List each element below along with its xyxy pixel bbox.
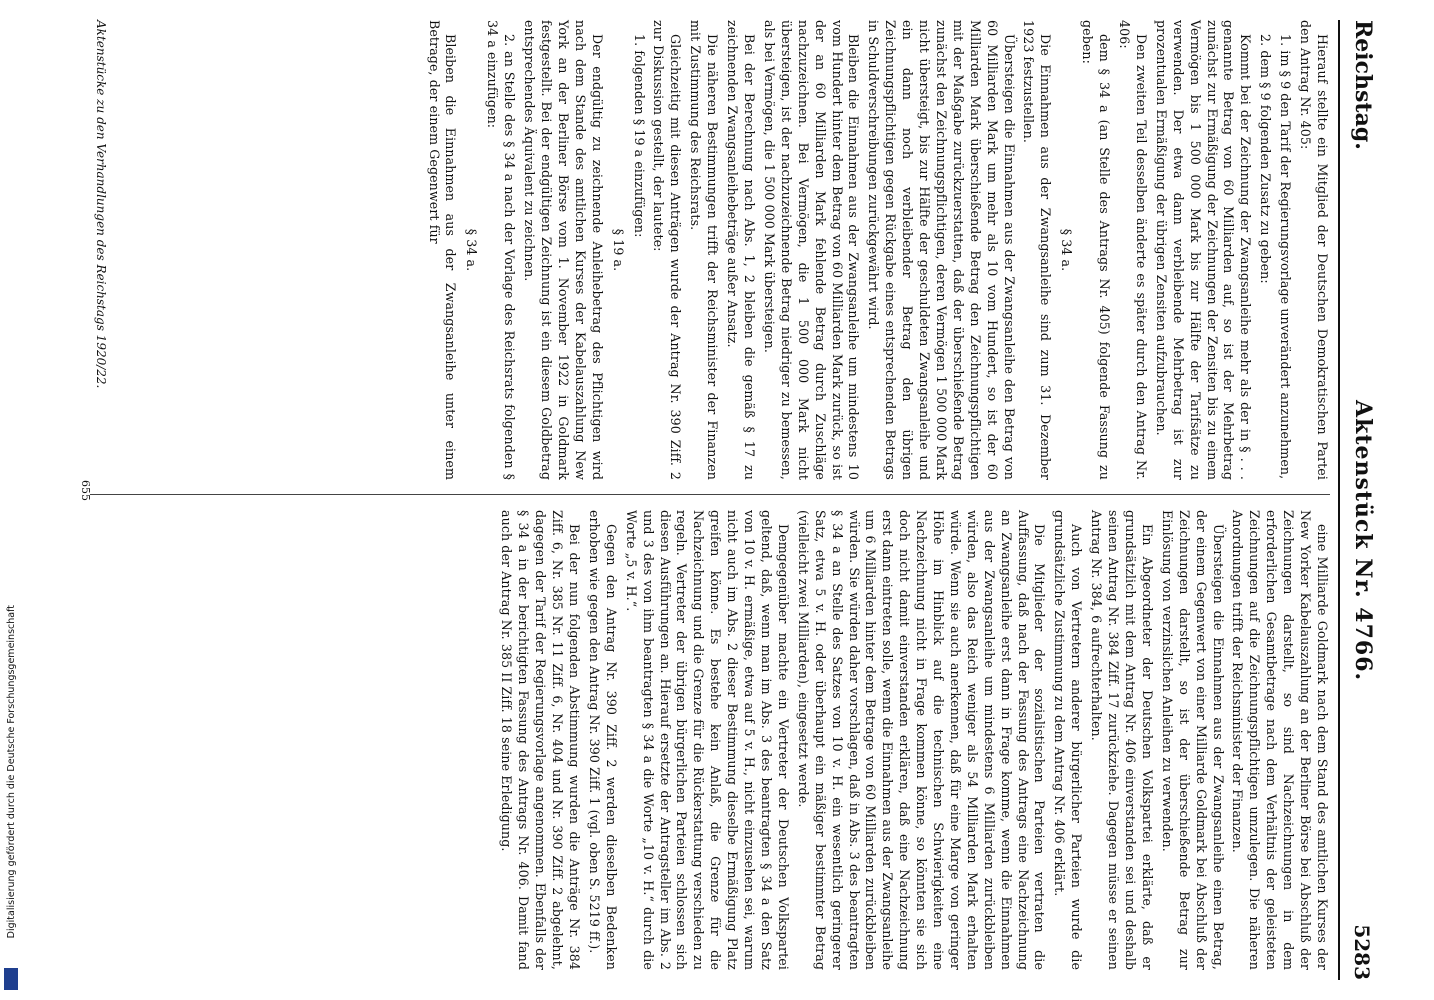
column-divider (90, 494, 1330, 495)
header-title: Aktenstück Nr. 4766. (1350, 400, 1376, 682)
paragraph: Bei der nun folgenden Abstimmung wurden die Anträge Nr. 384 Ziff. 6, Nr. 385 Nr. 11 Ziff. 6, Nr. 404 und Nr. 390 Ziff. 2 abgelehnt, dagegen der Tarif der Regierungsvorlage angenommen. Ebenfalls der § 34 a in der berichtigten Fassung des Antrags Nr. 406. Damit fand auch der Antrag Nr. 385 II Ziff. 18 seine Erledigung. (499, 510, 583, 970)
rotated-page-content (80, 20, 1380, 980)
header-page-number: 5283 (1350, 924, 1374, 980)
paragraph: Die Mitglieder der sozialistischen Parteien vertraten die Auffassung, daß nach der Fassung des Antrags eine Nachzeichnung an Zwangsanleihe erst dann in Frage komme, wenn die Einnahmen aus der Zwangsanleihe um mindestens 6 Milliarden zurückbleiben würden, also das Reich weniger als 54 Milliarden Mark erhalten würde. Wenn sie auch anerkennen, daß für eine Marge von geringer Höhe im Hinblick auf die technischen Schwierigkeiten eine Nachzeichnung nicht in Frage kommen könne, so könnten sie sich doch nicht damit einverstanden erklären, daß eine Nachzeichnung erst dann eintreten solle, wenn die Einnahmen aus der Zwangsanleihe um 6 Milliarden hinter dem Betrage von 60 Milliarden zurückbleiben würden. Sie würden daher vorschlagen, daß in Abs. 3 des beantragten § 34 a an Stelle des Satzes von 10 v. H. ein wesentlich geringerer Satz, etwa 5 v. H. oder überhaupt ein mäßiger bestimmter Betrag (vielleicht zwei Milliarden), eingesetzt werde. (795, 510, 1048, 970)
page-header (1338, 20, 1380, 980)
section-heading: § 34 a. (464, 228, 480, 272)
dfg-credit-text: Digitalisierung gefördert durch die Deutsche Forschungsgemeinschaft (6, 605, 17, 939)
paragraph: eine Milliarde Goldmark nach dem Stand des amtlichen Kurses der New Yorker Kabelauszahlung an der Berliner Börse bei Abschluß der Zeichnungen darstellt, so sind Nachzeichnungen in dem erforderlichen Gesamtbetrage nach dem Verhältnis der geleisteten Zeichnungen auf die Zeichnungspflichtigen umzulegen. Die näheren Anordnungen trifft der Reichsminister der Finanzen. (1230, 510, 1330, 970)
paragraph: Demgegenüber machte ein Vertreter der Deutschen Volkspartei geltend, daß, wenn man im Abs. 3 des beantragten § 34 a den Satz von 10 v. H. ermäßige, etwa auf 5 v. H., nicht einzusehen sei, warum nicht auch im Abs. 2 dieser Bestimmung dieselbe Ermäßigung Platz greifen könne. Es bestehe kein Anlaß, die Grenze für die Nachzeichnung und die Grenze für die Rückerstattung verschieden zu regeln. Vertreter der übrigen bürgerlichen Parteien schlossen sich diesen Ausführungen an. Hierauf ersetzte der Antragsteller im Abs. 2 und 3 des von ihm beantragten § 34 a die Worte „10 v. H.“ durch die Worte „5 v. H.“. (623, 510, 791, 970)
section-heading: § 34 a. (1059, 228, 1075, 272)
right-column (495, 510, 1331, 970)
paragraph: Übersteigen die Einnahmen aus der Zwangsanleihe den Betrag von 60 Milliarden Mark um mehr als 10 vom Hundert, so ist der 60 Milliarden Mark überschießende Betrag den Zeichnungspflichtigen mit der Maßgabe zurückzuerstatten, daß der überschießende Betrag zunächst den Zeichnungspflichtigen, deren Vermögen 1 500 000 Mark nicht übersteigt, bis zur Hälfte der geschuldeten Zwangsanleihe und ein dann noch verbleibender Betrag den übrigen Zeichnungspflichtigen gegen Rückgabe eines entsprechenden Betrags in Schuldverschreibungen zurückgewährt wird. (866, 20, 1017, 480)
paragraph: Die näheren Bestimmungen trifft der Reichsminister der Finanzen mit Zustimmung des Reichsrats. (688, 20, 721, 480)
footer-page-number: 655 (79, 480, 92, 501)
paragraph: Ein Abgeordneter der Deutschen Volkspartei erklärte, daß er grundsätzlich mit dem Antrag Nr. 406 einverstanden sei und deshalb seinen Antrag Nr. 384 Ziff. 17 zurückziehe. Dagegen müsse er seinen Antrag Nr. 384, 6 aufrechterhalten. (1089, 510, 1155, 970)
dfg-logo-icon (4, 968, 18, 990)
paragraph: Der endgültig zu zeichnende Anleihebetrag des Pflichtigen wird nach dem Stande des amtlichen Kurses der Kabelauszahlung New York an der Berliner Börse vom 1. November 1922 in Goldmark festgestellt. Bei der endgültigen Zeichnung ist ein diesem Goldbetrag entsprechendes Äquivalent zu zeichnen. (522, 20, 605, 480)
page-footer: Aktenstücke zu den Verhandlungen des Reichstags 1920/22. (94, 20, 108, 389)
dfg-credit (6, 605, 18, 995)
paragraph: Bei der Berechnung nach Abs. 1, 2 bleiben die gemäß § 17 zu zeichnenden Zwangsanleihebeträge außer Ansatz. (725, 20, 757, 480)
paragraph: 1. im § 9 den Tarif der Regierungsvorlage unverändert anzunehmen, (1278, 34, 1294, 480)
section-heading: § 19 a. (610, 228, 626, 272)
paragraph: Gleichzeitig mit diesen Anträgen wurde der Antrag Nr. 390 Ziff. 2 zur Diskussion gestellt, der lautete: (651, 20, 684, 480)
paragraph: dem § 34 a (an Stelle des Antrags Nr. 405) folgende Fassung zu geben: (1080, 20, 1113, 480)
paragraph: Kommt bei der Zeichnung der Zwangsanleihe mehr als der in § . . . genannte Betrag von 60 Milliarden auf, so ist der Mehrbetrag zunächst zur Ermäßigung der Zeichnungen der Zensiten bis zu einem Vermögen bis 1 500 000 Mark bis zur Hälfte der Tarifsätze zu verwenden. Der etwa dann verbleibende Mehrbetrag ist zur prozentualen Ermäßigung der übrigen Zensiten aufzubrauchen. (1153, 20, 1254, 480)
paragraph: 2. an Stelle des § 34 a nach der Vorlage des Reichsrats folgenden § 34 a einzufügen: (485, 20, 518, 480)
paragraph: Gegen den Antrag Nr. 390 Ziff. 2 werden dieselben Bedenken erhoben wie gegen den Antrag Nr. 390 Ziff. 1 (vgl. oben S. 5219 ff.). (586, 510, 619, 970)
header-left: Reichstag. (1350, 20, 1376, 150)
paragraph: Den zweiten Teil desselben änderte es später durch den Antrag Nr. 406: (1117, 20, 1149, 480)
paragraph: 2. dem § 9 folgenden Zusatz zu geben: (1258, 34, 1274, 284)
paragraph: Auch von Vertretern anderer bürgerlicher Parteien wurde die grundsätzliche Zustimmung zu dem Antrag Nr. 406 erklärt. (1052, 510, 1085, 970)
paragraph: Bleiben die Einnahmen aus der Zwangsanleihe um mindestens 10 vom Hundert hinter dem Betrag von 60 Milliarden Mark zurück, so ist der an 60 Milliarden Mark fehlende Betrag durch Zuschläge nachzuzeichnen. Bei Vermögen, die 1 500 000 Mark nicht übersteigen, ist der nachzuzeichnende Betrag niedriger zu bemessen, als bei Vermögen, die 1 500 000 Mark übersteigen. (761, 20, 862, 480)
paragraph: 1. folgenden § 19 a einzufügen: (631, 34, 647, 238)
paragraph: Übersteigen die Einnahmen aus der Zwangsanleihe einen Betrag, der einem Gegenwert von einer Milliarde Goldmark bei Abschluß der Zeichnungen darstellt, so ist der überschießende Betrag zur Einlösung von verzinslichen Anleihen zu verwenden. (1159, 510, 1226, 970)
paragraph: Bleiben die Einnahmen aus der Zwangsanleihe unter einem Betrage, der einem Gegenwert für (426, 20, 459, 480)
paragraph: Die Einnahmen aus der Zwangsanleihe sind zum 31. Dezember 1923 festzustellen. (1021, 20, 1054, 480)
paragraph: Hierauf stellte ein Mitglied der Deutschen Demokratischen Partei den Antrag Nr. 405: (1298, 20, 1330, 480)
left-column (422, 20, 1330, 480)
